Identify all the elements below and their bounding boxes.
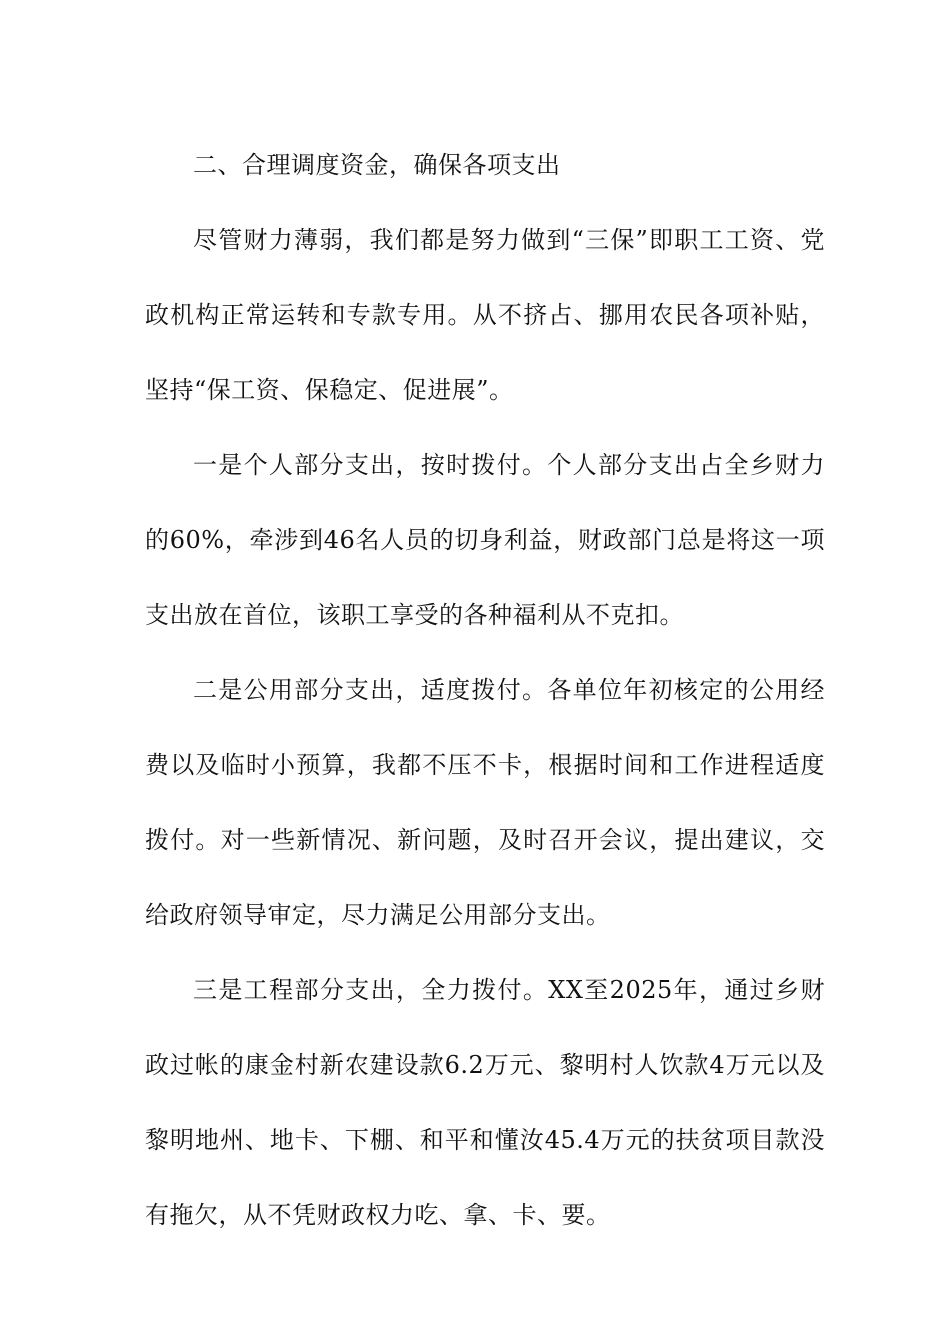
paragraph-personal-expenditure: 一是个人部分支出，按时拨付。个人部分支出占全乡财力的60%，牵涉到46名人员的切身利益，财政部门总是将这一项支出放在首位，该职工享受的各种福利从不克扣。 [145, 451, 825, 629]
paragraph-project-expenditure: 三是工程部分支出，全力拨付。XX至2025年，通过乡财政过帐的康金村新农建设款6.2万元、黎明村人饮款4万元以及黎明地州、地卡、下棚、和平和懂汝45.4万元的扶贫项目款没有拖欠，从不凭财政权力吃、拿、卡、要。 [145, 976, 825, 1229]
paragraph-three-guarantees: 尽管财力薄弱，我们都是努力做到“三保”即职工工资、党政机构正常运转和专款专用。从不挤占、挪用农民各项补贴，坚持“保工资、保稳定、促进展”。 [145, 226, 825, 404]
section-heading: 二、合理调度资金，确保各项支出 [193, 151, 561, 179]
document-body [145, 128, 825, 1253]
paragraph-public-expenditure: 二是公用部分支出，适度拨付。各单位年初核定的公用经费以及临时小预算，我都不压不卡，根据时间和工作进程适度拨付。对一些新情况、新问题，及时召开会议，提出建议，交给政府领导审定，尽力满足公用部分支出。 [145, 676, 825, 929]
